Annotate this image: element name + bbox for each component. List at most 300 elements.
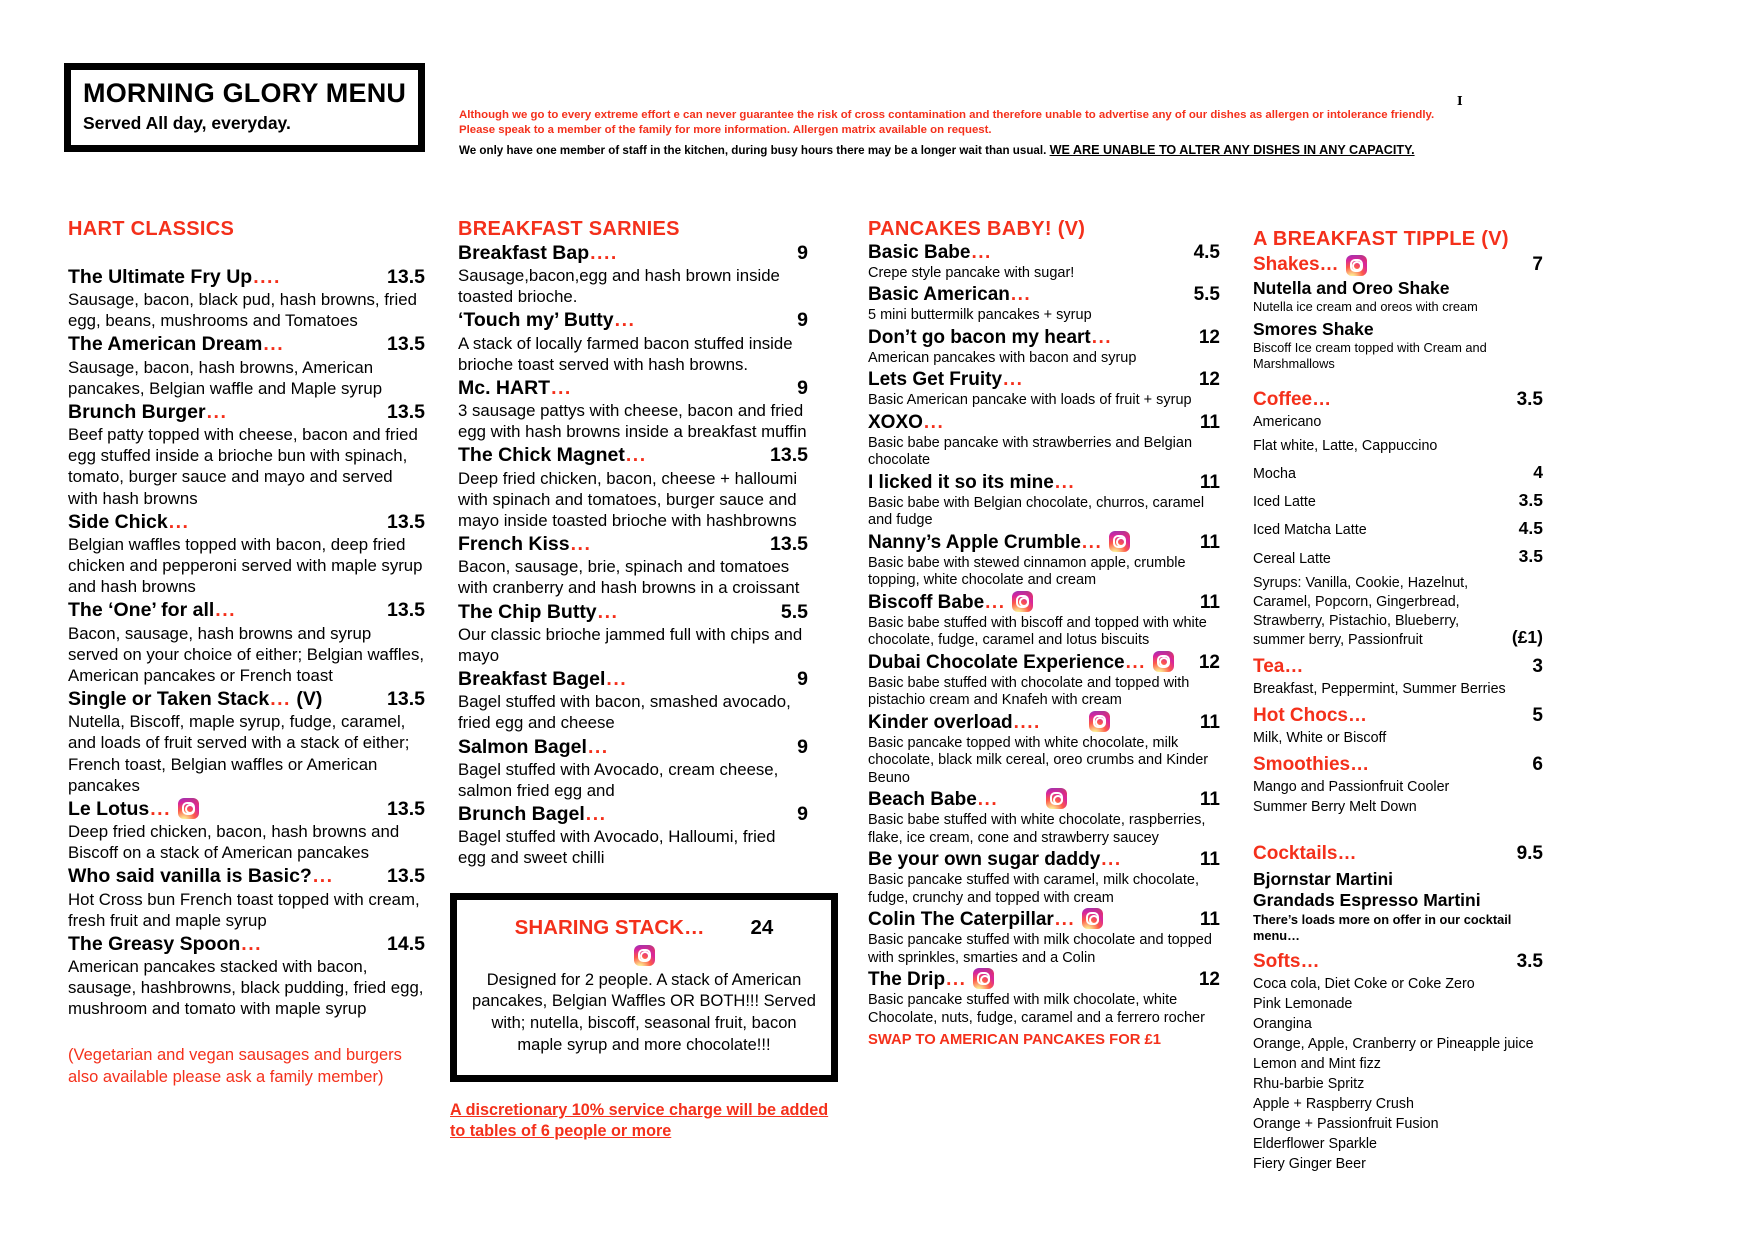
drinks-entry (1253, 1075, 1543, 1094)
item-name-text: Mc. HART (458, 376, 551, 399)
item-header (68, 864, 425, 888)
drinks-entry (1253, 545, 1543, 568)
sharing-stack-price: 24 (750, 915, 774, 939)
disclaimer-line-3 (459, 142, 1444, 158)
item-dots: ... (923, 411, 945, 433)
drinks-entry (1253, 489, 1543, 512)
item-header (68, 332, 425, 356)
item-name-text: The American Dream (68, 333, 263, 356)
instagram-icon (178, 798, 199, 819)
item-header (868, 411, 1220, 435)
item-price: 9 (797, 803, 808, 826)
item-header (68, 687, 425, 711)
menu-item (868, 908, 1220, 967)
instagram-icon (973, 968, 994, 989)
item-title (868, 908, 1103, 932)
item-header (868, 326, 1220, 350)
item-name-text: Brunch Bagel (458, 803, 585, 826)
menu-item (68, 687, 425, 796)
item-name-text: Basic Babe (868, 242, 971, 263)
item-description: American pancakes with bacon and syrup (868, 349, 1137, 366)
drinks-title-text: Coffee… (1253, 388, 1332, 410)
item-header (458, 802, 808, 826)
drinks-entry (1253, 729, 1543, 748)
item-price: 11 (1199, 909, 1220, 931)
drinks-title-text: Tea… (1253, 655, 1304, 677)
drinks-entry-name: Mango and Passionfruit Cooler (1253, 778, 1450, 795)
item-title (868, 326, 1112, 350)
item-price: 5.5 (1193, 284, 1220, 306)
drinks-entry-name: Iced Matcha Latte (1253, 522, 1367, 539)
item-price: 13.5 (770, 533, 808, 556)
menu-item (68, 332, 425, 398)
item-price: 11 (1199, 711, 1220, 733)
item-header (868, 368, 1220, 392)
item-price: 13.5 (770, 444, 808, 467)
item-price: 11 (1199, 531, 1220, 553)
instagram-icon (1153, 651, 1174, 672)
menu-item (68, 864, 425, 930)
item-header (68, 598, 425, 622)
menu-item (458, 600, 808, 666)
item-description: Belgian waffles topped with bacon, deep fried chicken and pepperoni served with maple syrup and hash browns (68, 534, 423, 597)
drinks-entry-name: Milk, White or Biscoff (1253, 729, 1387, 746)
item-price: 12 (1198, 651, 1220, 673)
drinks-entry (1253, 278, 1543, 299)
item-name-text: ‘Touch my’ Butty (458, 309, 614, 332)
item-header (868, 471, 1220, 495)
instagram-icon (1012, 591, 1033, 612)
item-description: Basic babe pancake with strawberries and Belgian chocolate (868, 434, 1193, 469)
drinks-entry (1253, 975, 1543, 994)
disclaimer-line-1: Although we go to every extreme effort e can never guarantee the risk of cross contamination and therefore unable to advertise any of our dishes as allergen or intolerance friendly. (459, 109, 1435, 121)
item-header (458, 532, 808, 556)
menu-item (868, 531, 1220, 590)
item-price: 13.5 (387, 599, 425, 622)
drinks-entry-name: Breakfast, Peppermint, Summer Berries (1253, 680, 1506, 697)
menu-item (868, 788, 1220, 847)
item-title (868, 283, 1031, 307)
item-title (68, 510, 189, 534)
instagram-icon (1046, 788, 1067, 809)
item-dots: ... (1003, 369, 1024, 391)
item-dots: ... (1101, 849, 1122, 871)
item-description: 3 sausage pattys with cheese, bacon and fried egg with hash browns inside a breakfast muffin (458, 401, 807, 442)
drinks-section (1253, 705, 1543, 748)
item-price: 11 (1199, 789, 1220, 811)
menu-item (458, 376, 808, 442)
disclaimer-line-3-emphasis: WE ARE UNABLE TO ALTER ANY DISHES IN ANY CAPACITY. (1049, 142, 1415, 157)
sharing-stack-header (469, 916, 819, 940)
item-description: Bagel stuffed with Avocado, cream cheese, salmon fried egg and (458, 759, 779, 800)
instagram-icon (1082, 908, 1103, 929)
item-dots: ... (1125, 651, 1146, 673)
drinks-entry-name: Syrups: Vanilla, Cookie, Hazelnut, Caramel, Popcorn, Gingerbread, Strawberry, Pistachio, Blueberry, summer berry, Passionfruit (1253, 574, 1469, 648)
item-header (458, 308, 808, 332)
drinks-entry (1253, 1095, 1543, 1114)
item-description: Hot Cross bun French toast topped with cream, fresh fruit and maple syrup (68, 889, 420, 930)
item-description: Basic pancake stuffed with caramel, milk chocolate, fudge, crunchy and topped with cream (868, 872, 1199, 906)
item-title (458, 600, 618, 624)
item-title (868, 241, 992, 265)
drinks-section (1253, 254, 1543, 372)
menu-item (68, 932, 425, 1020)
drinks-entry-name: Apple + Raspberry Crush (1253, 1095, 1414, 1112)
item-title (68, 687, 322, 711)
drinks-entry-name: Summer Berry Melt Down (1253, 798, 1417, 815)
item-name-text: Breakfast Bagel (458, 668, 606, 691)
item-description: Basic babe stuffed with chocolate and topped with pistachio cream and Knafeh with cream (868, 674, 1190, 709)
item-header (458, 241, 808, 265)
item-name-text: Le Lotus (68, 797, 150, 820)
item-price: 13.5 (387, 865, 425, 888)
drinks-section-header (1253, 705, 1543, 727)
drinks-section-header (1253, 389, 1543, 411)
drinks-title-text: Hot Chocs… (1253, 704, 1367, 726)
drinks-section-price: 3.5 (1516, 388, 1543, 410)
drinks-entry-name: Coca cola, Diet Coke or Coke Zero (1253, 975, 1475, 992)
item-name-text: The Drip (868, 969, 946, 991)
section-heading-breakfast-sarnies: BREAKFAST SARNIES (458, 218, 680, 240)
item-dots: ... (625, 444, 647, 467)
sharing-stack-description: Designed for 2 people. A stack of American pancakes, Belgian Waffles OR BOTH!!! Served with; nutella, biscoff, seasonal fruit, bacon maple syrup and more chocolate!!! (472, 970, 816, 1054)
drinks-entry (1253, 1015, 1543, 1034)
item-dots: ... (585, 803, 607, 826)
vegetarian-note: (Vegetarian and vegan sausages and burgers also available please ask a family member) (68, 1046, 402, 1086)
drinks-entry (1253, 778, 1543, 797)
item-name-text: Salmon Bagel (458, 735, 587, 758)
item-description: Sausage, bacon, black pud, hash browns, fried egg, beans, mushrooms and Tomatoes (68, 290, 417, 331)
menu-item (458, 735, 808, 801)
drinks-entry-name: Nutella and Oreo Shake (1253, 278, 1450, 298)
item-name-text: Who said vanilla is Basic? (68, 865, 312, 888)
item-name-text: The ‘One’ for all (68, 599, 215, 622)
item-dots: ... (168, 510, 190, 533)
item-name-text: Lets Get Fruity (868, 369, 1003, 391)
item-description: A stack of locally farmed bacon stuffed inside brioche toast served with hash browns. (458, 333, 793, 374)
drinks-title-text: Softs… (1253, 950, 1320, 972)
item-name-text: Side Chick (68, 510, 168, 533)
item-dots: .... (253, 266, 281, 288)
item-header (68, 510, 425, 534)
drinks-entry-name: There’s loads more on offer in our cocktail menu… (1253, 911, 1512, 944)
drinks-section (1253, 951, 1543, 1174)
drinks-section-header (1253, 843, 1543, 865)
item-header (68, 797, 425, 821)
drinks-entry (1253, 1035, 1543, 1054)
item-header (868, 531, 1220, 555)
item-price: 11 (1199, 591, 1220, 613)
drinks-entry-name: Elderflower Sparkle (1253, 1135, 1377, 1152)
item-header (868, 968, 1220, 992)
instagram-icon (1089, 711, 1110, 732)
drinks-section-title (1253, 389, 1331, 411)
item-header (868, 711, 1220, 735)
item-dots: ... (1091, 326, 1113, 348)
drinks-section-title (1253, 754, 1369, 776)
drinks-entry-name: Orange + Passionfruit Fusion (1253, 1115, 1439, 1132)
item-price: 9 (797, 668, 808, 691)
drinks-entry (1253, 890, 1543, 911)
drinks-entry-name: Orangina (1253, 1015, 1312, 1032)
item-name-text: The Ultimate Fry Up (68, 266, 253, 288)
menu-item (458, 443, 808, 531)
item-description: Crepe style pancake with sugar! (868, 264, 1075, 281)
item-title (68, 797, 199, 821)
item-title (68, 598, 236, 622)
drinks-entry (1253, 798, 1543, 817)
drinks-entry (1253, 413, 1543, 432)
drinks-entry-name: Bjornstar Martini (1253, 868, 1394, 889)
drinks-entry-price: 4.5 (1518, 518, 1543, 539)
drinks-section-price: 9.5 (1516, 842, 1543, 864)
item-name-text: Single or Taken Stack (68, 688, 270, 711)
menu-item (868, 711, 1220, 788)
item-title (868, 411, 944, 435)
drinks-entry-name: Mocha (1253, 465, 1296, 482)
item-header (868, 908, 1220, 932)
item-price: 11 (1199, 411, 1220, 433)
item-title (868, 591, 1033, 615)
item-name-text: Biscoff Babe (868, 591, 985, 613)
drinks-entry-name: Iced Latte (1253, 494, 1316, 511)
item-name-text: Nanny’s Apple Crumble (868, 531, 1081, 553)
item-description: Bacon, sausage, brie, spinach and tomatoes with cranberry and hash browns in a croissant (458, 557, 800, 598)
item-description: Deep fried chicken, bacon, cheese + halloumi with spinach and tomatoes, burger sauce and mayo inside toasted brioche with hashbrowns (458, 468, 798, 530)
item-price: 13.5 (387, 797, 425, 820)
item-dots: ... (215, 599, 237, 622)
item-header (68, 400, 425, 424)
column-breakfast-sarnies (450, 218, 829, 1142)
drinks-entry-name: Americano (1253, 413, 1322, 430)
item-description: Basic babe stuffed with white chocolate, raspberries, flake, ice cream, cone and strawberry saucey (868, 812, 1206, 846)
drinks-entry-name: Fiery Ginger Beer (1253, 1155, 1366, 1172)
item-name-text: Kinder overload (868, 711, 1013, 733)
drinks-section-header (1253, 656, 1543, 678)
item-name-text: The Chip Butty (458, 600, 597, 623)
item-header (68, 265, 425, 289)
drinks-section-header (1253, 951, 1543, 973)
item-title (458, 735, 609, 759)
drinks-entry-price: (£1) (1511, 627, 1543, 648)
menu-item (868, 326, 1220, 367)
item-price: 9 (797, 376, 808, 399)
item-name-text: I licked it so its mine (868, 471, 1054, 493)
menu-item (868, 591, 1220, 650)
item-header (458, 376, 808, 400)
item-header (868, 848, 1220, 872)
item-description: Basic babe stuffed with biscoff and topped with white chocolate, fudge, caramel and lotus biscuits (868, 614, 1207, 649)
item-price: 5.5 (780, 600, 808, 623)
item-price: 4.5 (1193, 242, 1220, 263)
item-title (68, 265, 281, 289)
item-title (458, 532, 591, 556)
item-header (868, 283, 1220, 307)
item-name-text: Don’t go bacon my heart (868, 326, 1091, 348)
disclaimer-line-2: Please speak to a member of the family for more information. Allergen matrix available on request. (459, 124, 992, 137)
drinks-entry-price: 3.5 (1518, 546, 1543, 567)
item-description: Basic babe with stewed cinnamon apple, crumble topping, white chocolate and cream (868, 554, 1186, 589)
item-dots: ... (971, 242, 992, 263)
drinks-entry (1253, 574, 1543, 650)
menu-item (868, 471, 1220, 530)
menu-item (458, 802, 808, 868)
drinks-entry (1253, 517, 1543, 540)
drinks-section (1253, 754, 1543, 817)
item-title (868, 531, 1130, 555)
item-dots: ... (946, 969, 967, 991)
menu-item (68, 598, 425, 686)
menu-item (458, 667, 808, 733)
drinks-section-title (1253, 705, 1367, 727)
instagram-icon (1109, 531, 1130, 552)
item-title (68, 864, 334, 888)
item-title (458, 241, 618, 265)
item-title (68, 932, 262, 956)
item-description: Basic American pancake with loads of fruit + syrup (868, 392, 1192, 409)
drinks-entry (1253, 319, 1543, 340)
item-title (68, 332, 284, 356)
pancakes-items (868, 241, 1220, 1027)
item-header (868, 591, 1220, 615)
title-box (64, 63, 425, 152)
item-price: 13.5 (387, 266, 425, 288)
drinks-entry-name: Orange, Apple, Cranberry or Pineapple juice (1253, 1035, 1534, 1052)
item-price: 13.5 (387, 333, 425, 356)
item-header (68, 932, 425, 956)
menu-item (68, 265, 425, 331)
item-dots: ... (270, 688, 291, 711)
drinks-entry (1253, 869, 1543, 890)
drinks-section-header (1253, 254, 1543, 276)
drinks-entry-description: Biscoff Ice cream topped with Cream and Marshmallows (1253, 339, 1487, 371)
section-heading-hart-classics: HART CLASSICS (68, 218, 235, 240)
item-name-text: French Kiss (458, 533, 570, 556)
item-dots: ... (241, 932, 263, 955)
item-title (868, 788, 1067, 812)
column-pancakes (868, 218, 1220, 1048)
item-price: 11 (1199, 849, 1220, 871)
item-dots: ... (206, 400, 228, 423)
hart-classics-items (68, 265, 425, 1019)
menu-item (868, 651, 1220, 710)
item-header (458, 735, 808, 759)
item-title (458, 308, 635, 332)
drinks-section-title (1253, 951, 1320, 973)
menu-item (868, 368, 1220, 409)
item-name-text: Basic American (868, 284, 1010, 306)
item-title (458, 802, 607, 826)
item-header (458, 600, 808, 624)
item-name-text: Dubai Chocolate Experience (868, 651, 1125, 673)
drinks-entry-name: Cereal Latte (1253, 550, 1331, 567)
item-title (868, 968, 994, 992)
item-description: Beef patty topped with cheese, bacon and fried egg stuffed inside a brioche bun with spinach, tomato, burger sauce and mayo and served with hash browns (68, 425, 418, 508)
menu-item (868, 968, 1220, 1027)
item-price: 11 (1199, 471, 1220, 493)
allergen-disclaimer (459, 108, 1444, 158)
drinks-entry (1253, 1155, 1543, 1174)
drinks-section-price: 7 (1532, 254, 1543, 275)
item-description: Bagel stuffed with bacon, smashed avocado, fried egg and cheese (458, 692, 791, 733)
item-dots: ... (570, 533, 592, 556)
item-dots: .... (590, 242, 618, 264)
menu-item (868, 411, 1220, 470)
drinks-entry-name: Smores Shake (1253, 318, 1374, 339)
item-dots: ... (312, 865, 334, 888)
item-title (458, 376, 572, 400)
item-price: 12 (1198, 969, 1220, 991)
menu-item (868, 848, 1220, 907)
menu-subtitle: Served All day, everyday. (83, 112, 291, 133)
item-price: 13.5 (387, 510, 425, 533)
item-dots: ... (1054, 471, 1076, 493)
sharing-stack-box (450, 893, 838, 1082)
menu-item (68, 797, 425, 863)
item-header (868, 651, 1220, 675)
drinks-entry (1253, 680, 1543, 699)
drinks-section-price: 3.5 (1516, 950, 1543, 972)
item-dots: ... (1054, 909, 1076, 931)
item-name-text: XOXO (868, 411, 923, 433)
drinks-entry-name: Grandads Espresso Martini (1253, 889, 1481, 910)
item-price: 12 (1198, 369, 1220, 391)
drinks-title-text: Smoothies… (1253, 753, 1370, 775)
menu-title: MORNING GLORY MENU (83, 78, 407, 108)
item-description: Deep fried chicken, bacon, hash browns and Biscoff on a stack of American pancakes (68, 822, 400, 863)
drinks-entry (1253, 1055, 1543, 1074)
item-dots: ... (614, 309, 636, 332)
item-dots: ... (551, 376, 572, 399)
item-dots: ... (1081, 531, 1103, 553)
item-dots: ... (1010, 284, 1032, 306)
menu-item (868, 283, 1220, 324)
drinks-section (1253, 843, 1543, 945)
item-dots: .... (1013, 711, 1041, 733)
drinks-entry (1253, 461, 1543, 484)
sharing-stack-title: SHARING STACK… (514, 915, 705, 939)
menu-item (68, 400, 425, 509)
instagram-icon (1346, 255, 1367, 276)
drinks-entry-price: 3.5 (1518, 489, 1543, 510)
item-description: Nutella, Biscoff, maple syrup, fudge, caramel, and loads of fruit served with a stack of either; French toast, Belgian waffles or American pancakes (68, 712, 410, 795)
item-description: Basic pancake topped with white chocolate, milk chocolate, black milk cereal, oreo crumbs and Kinder Beuno (868, 734, 1209, 786)
item-price: 13.5 (387, 688, 425, 711)
item-header (868, 241, 1220, 265)
item-description: Bagel stuffed with Avocado, Halloumi, fried egg and sweet chilli (458, 827, 776, 868)
item-dots: ... (150, 797, 172, 820)
item-name-text: Be your own sugar daddy (868, 849, 1101, 871)
item-dots: ... (985, 591, 1006, 613)
item-description: Basic pancake stuffed with milk chocolate and topped with sprinkles, smarties and a Colin (868, 932, 1212, 966)
item-veg-tag: (V) (290, 688, 323, 711)
drinks-section-header (1253, 754, 1543, 776)
column-drinks (1253, 228, 1543, 1180)
item-price: 9 (797, 735, 808, 758)
item-title (868, 471, 1075, 495)
item-description: Bacon, sausage, hash browns and syrup served on your choice of either; Belgian waffles, American pancakes or French toast (68, 623, 425, 685)
drinks-entry-name: Lemon and Mint fizz (1253, 1055, 1381, 1072)
column-hart-classics (68, 218, 425, 1088)
item-dots: ... (977, 789, 999, 811)
item-dots: ... (263, 333, 285, 356)
service-charge-note: A discretionary 10% service charge will be added to tables of 6 people or more (450, 1100, 829, 1140)
item-name-text: The Greasy Spoon (68, 932, 241, 955)
drinks-entry (1253, 1135, 1543, 1154)
drinks-entry-name: Pink Lemonade (1253, 995, 1353, 1012)
drinks-entry-description: Nutella ice cream and oreos with cream (1253, 299, 1478, 314)
item-header (868, 788, 1220, 812)
